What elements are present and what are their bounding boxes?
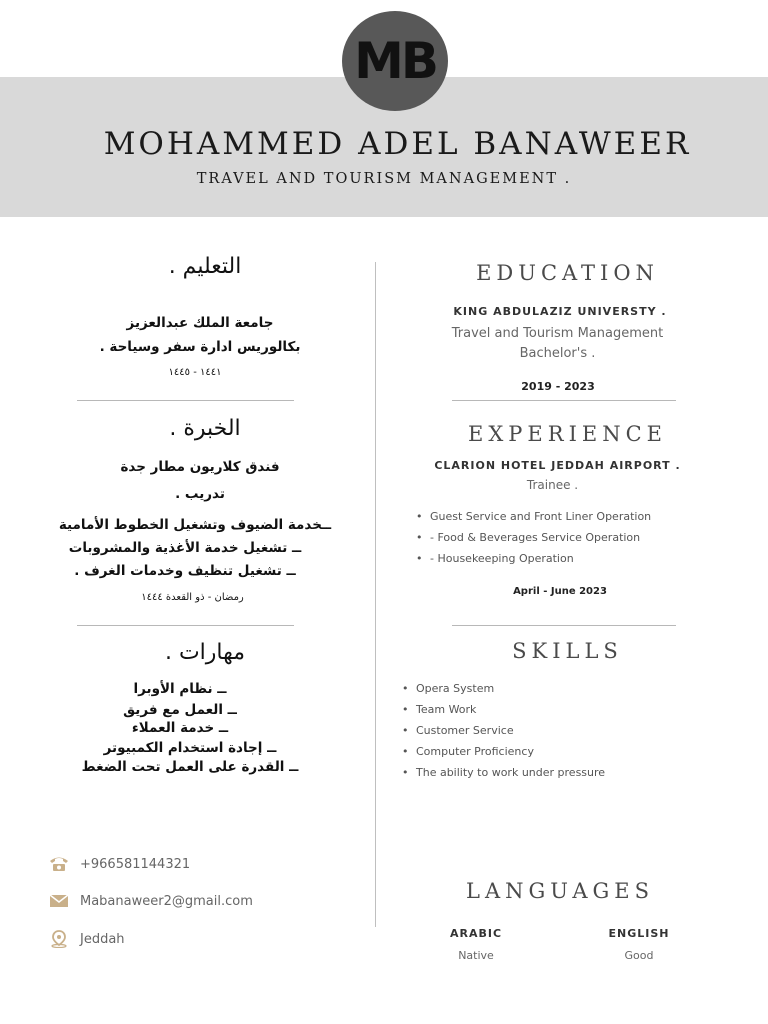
arabic-skill-item: ــ العمل مع فريق bbox=[123, 702, 237, 718]
skill-item: • Team Work bbox=[400, 699, 605, 720]
experience-item: • Guest Service and Front Liner Operation bbox=[414, 506, 651, 527]
contact-location bbox=[48, 930, 125, 948]
location-pin-icon bbox=[48, 930, 70, 948]
experience-role: Trainee . bbox=[526, 478, 579, 492]
arabic-exp-item: ــ تشغيل تنظيف وخدمات الغرف . bbox=[74, 563, 296, 579]
education-title: EDUCATION bbox=[476, 261, 659, 285]
arabic-hotel: فندق كلاريون مطار جدة bbox=[120, 459, 280, 475]
language-name: ENGLISH bbox=[608, 927, 670, 940]
phone-number: +966581144321 bbox=[80, 856, 191, 872]
english-divider-2 bbox=[452, 625, 676, 626]
column-divider bbox=[375, 262, 376, 927]
contact-email[interactable] bbox=[48, 892, 253, 910]
contact-phone[interactable] bbox=[48, 855, 190, 873]
language-arabic bbox=[426, 927, 526, 962]
skill-item: • Customer Service bbox=[400, 720, 605, 741]
experience-item: • - Housekeeping Operation bbox=[414, 548, 651, 569]
arabic-divider-1 bbox=[77, 400, 294, 401]
arabic-exp-dates: رمضان - ذو القعدة ١٤٤٤ bbox=[141, 592, 244, 603]
arabic-experience-heading: الخبرة . bbox=[169, 416, 241, 441]
language-level: Native bbox=[458, 949, 494, 962]
arabic-skills-heading: مهارات . bbox=[164, 640, 246, 665]
arabic-university: جامعة الملك عبدالعزيز bbox=[126, 315, 274, 331]
skills-title: SKILLS bbox=[512, 639, 623, 663]
experience-item: • - Food & Beverages Service Operation bbox=[414, 527, 651, 548]
arabic-skill-item: ــ القدرة على العمل تحت الضغط bbox=[81, 759, 299, 775]
email-address: Mabanaweer2@gmail.com bbox=[80, 893, 253, 909]
experience-title: EXPERIENCE bbox=[468, 422, 667, 446]
language-level: Good bbox=[624, 949, 654, 962]
skills-list bbox=[400, 678, 605, 783]
education-dates: 2019 - 2023 bbox=[521, 380, 595, 393]
english-divider-1 bbox=[452, 400, 676, 401]
arabic-exp-item: ــخدمة الضيوف وتشغيل الخطوط الأمامية bbox=[58, 517, 332, 533]
job-title: TRAVEL AND TOURISM MANAGEMENT . bbox=[196, 171, 572, 187]
phone-icon bbox=[48, 855, 70, 873]
education-university: KING ABDULAZIZ UNIVERSTY . bbox=[453, 305, 667, 318]
arabic-degree: بكالوريس ادارة سفر وسياحة . bbox=[99, 339, 301, 355]
arabic-role: تدريب . bbox=[175, 486, 225, 502]
arabic-divider-2 bbox=[77, 625, 294, 626]
experience-dates: April - June 2023 bbox=[513, 586, 607, 597]
arabic-skill-item: ــ خدمة العملاء bbox=[131, 720, 229, 736]
arabic-skill-item: ــ إجادة استخدام الكمبيوتر bbox=[103, 740, 277, 756]
language-name: ARABIC bbox=[449, 927, 503, 940]
skill-item: • Opera System bbox=[400, 678, 605, 699]
person-name: MOHAMMED ADEL BANAWEER bbox=[103, 126, 692, 162]
location-text: Jeddah bbox=[80, 931, 125, 947]
languages-title: LANGUAGES bbox=[466, 879, 654, 903]
monogram-text: MB bbox=[354, 32, 436, 90]
education-program: Travel and Tourism Management bbox=[451, 326, 664, 341]
arabic-years: ١٤٤١ - ١٤٤٥ bbox=[168, 367, 222, 378]
monogram-badge bbox=[342, 11, 448, 111]
skill-item: • The ability to work under pressure bbox=[400, 762, 605, 783]
language-english bbox=[589, 927, 689, 962]
experience-list bbox=[414, 506, 651, 569]
arabic-skill-item: ــ نظام الأوبرا bbox=[133, 681, 227, 697]
education-degree: Bachelor's . bbox=[519, 346, 596, 361]
arabic-education-heading: التعليم . bbox=[168, 254, 242, 279]
envelope-icon bbox=[48, 892, 70, 910]
arabic-exp-item: ــ تشغيل خدمة الأغذية والمشروبات bbox=[68, 540, 302, 556]
experience-company: CLARION HOTEL JEDDAH AIRPORT . bbox=[434, 459, 681, 472]
skill-item: • Computer Proficiency bbox=[400, 741, 605, 762]
